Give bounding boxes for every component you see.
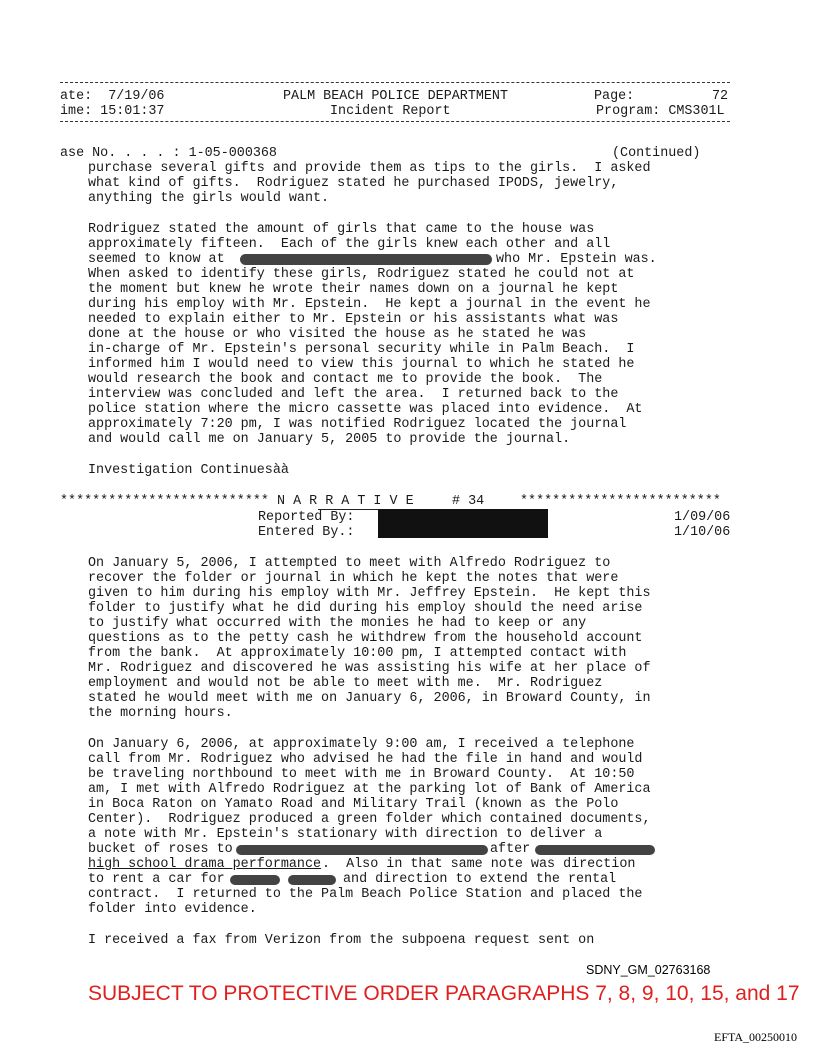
para2-line: a note with Mr. Epstein's stationary with direction to deliver a [88, 827, 603, 842]
continued-label: (Continued) [612, 146, 701, 161]
narrative-stars-left: ************************** [60, 494, 269, 509]
narrative-title: N A R R A T I V E [277, 494, 414, 509]
section2-line: interview was concluded and left the area. I returned back to the [88, 387, 619, 402]
para2-roses-after: after [490, 842, 531, 857]
section2-line: Rodriguez stated the amount of girls that came to the house was [88, 222, 595, 237]
investigation-continues: Investigation Continuesàà [88, 463, 289, 478]
protective-order-notice: SUBJECT TO PROTECTIVE ORDER PARAGRAPHS 7, 8, 9, 10, 15, and 17 [88, 982, 800, 1005]
section2-line: done at the house or who visited the house as he stated he was [88, 327, 587, 342]
para2-drama-rest: . Also in that same note was direction [322, 857, 636, 872]
reported-by-label: Reported By: [258, 510, 355, 525]
para2-rent-end: and direction to extend the rental [343, 872, 617, 887]
para1-line: Mr. Rodriguez and discovered he was assisting his wife at her place of [88, 661, 651, 676]
para1-line: folder to justify what he did during his employ should the need arise [88, 601, 643, 616]
para2-line: am, I met with Alfredo Rodriguez at the parking lot of Bank of America [88, 782, 651, 797]
para2-line: contract. I returned to the Palm Beach Police Station and placed the [88, 887, 643, 902]
para1-line: from the bank. At approximately 10:00 pm, I attempted contact with [88, 646, 627, 661]
para2-line: Center). Rodriguez produced a green folder which contained documents, [88, 812, 651, 827]
section2-line: and would call me on January 5, 2005 to provide the journal. [88, 432, 571, 447]
section2-line: approximately 7:20 pm, I was notified Rodriguez located the journal [88, 417, 627, 432]
para2-line: folder into evidence. [88, 902, 257, 917]
section2-line: during his employ with Mr. Epstein. He kept a journal in the event he [88, 297, 651, 312]
redaction-mark [535, 845, 655, 855]
section2-line-end: who Mr. Epstein was. [496, 252, 657, 267]
header-date: ate: 7/19/06 [60, 89, 165, 104]
section2-line-start: seemed to know at [88, 252, 225, 267]
fax-line: I received a fax from Verizon from the subpoena request sent on [88, 933, 595, 948]
para2-line: call from Mr. Rodriguez who advised he had the file in hand and would [88, 752, 643, 767]
entered-date: 1/10/06 [674, 525, 731, 540]
para1-line: employment and would not be able to meet with me. Mr. Rodriguez [88, 676, 603, 691]
para2-drama-underlined: high school drama performance [88, 857, 322, 872]
narrative-stars-right: ************************* [520, 494, 721, 509]
section2-line: would research the book and contact me to provide the book. The [88, 372, 603, 387]
section2-line: When asked to identify these girls, Rodriguez stated he could not at [88, 267, 635, 282]
para1-line: stated he would meet with me on January 6, 2006, in Broward County, in [88, 691, 651, 706]
section2-line: the moment but knew he wrote their names down on a journal he kept [88, 282, 619, 297]
efta-number: EFTA_00250010 [714, 1030, 798, 1044]
reported-date: 1/09/06 [674, 510, 731, 525]
header-page-label: Page: [594, 89, 635, 104]
header-department: PALM BEACH POLICE DEPARTMENT [283, 89, 508, 104]
header-program: Program: CMS301L [596, 104, 725, 119]
para1-line: questions as to the petty cash he withdrew from the household account [88, 631, 643, 646]
redaction-mark [236, 845, 488, 855]
section2-line: approximately fifteen. Each of the girls knew each other and all [88, 237, 611, 252]
para2-line: be traveling northbound to meet with me in Broward County. At 10:50 [88, 767, 635, 782]
para1-line: to justify what occurred with the monies he had to keep or any [88, 616, 587, 631]
para2-roses-start: bucket of roses to [88, 842, 233, 857]
header-page-number: 72 [712, 89, 729, 104]
para2-rent-start: to rent a car for [88, 872, 225, 887]
section1-line: purchase several gifts and provide them as tips to the girls. I asked [88, 161, 651, 176]
narrative-number: # 34 [452, 494, 485, 509]
para1-line: recover the folder or journal in which he kept the notes that were [88, 571, 619, 586]
section2-line: police station where the micro cassette was placed into evidence. At [88, 402, 643, 417]
header-bottom-rule [60, 121, 730, 122]
header-top-rule [60, 82, 730, 83]
header-report-type: Incident Report [330, 104, 451, 119]
header-time: ime: 15:01:37 [60, 104, 165, 119]
redaction-mark [230, 875, 280, 885]
bates-number: SDNY_GM_02763168 [586, 963, 711, 977]
para1-line: On January 5, 2006, I attempted to meet with Alfredo Rodriguez to [88, 556, 611, 571]
para2-line: On January 6, 2006, at approximately 9:00 am, I received a telephone [88, 737, 635, 752]
section2-line: needed to explain either to Mr. Epstein or his assistants what was [88, 312, 619, 327]
para2-line: in Boca Raton on Yamato Road and Military Trail (known as the Polo [88, 797, 619, 812]
case-number: ase No. . . . : 1-05-000368 [60, 146, 277, 161]
para1-line: given to him during his employ with Mr. Jeffrey Epstein. He kept this [88, 586, 651, 601]
redaction-mark [240, 254, 492, 265]
redaction-box [378, 509, 548, 538]
section1-line: anything the girls would want. [88, 191, 330, 206]
para1-line: the morning hours. [88, 706, 233, 721]
entered-by-label: Entered By.: [258, 525, 355, 540]
section2-line: informed him I would need to view this journal to which he stated he [88, 357, 635, 372]
section2-line: in-charge of Mr. Epstein's personal security while in Palm Beach. I [88, 342, 635, 357]
section1-line: what kind of gifts. Rodriguez stated he purchased IPODS, jewelry, [88, 176, 619, 191]
redaction-mark [288, 875, 336, 885]
